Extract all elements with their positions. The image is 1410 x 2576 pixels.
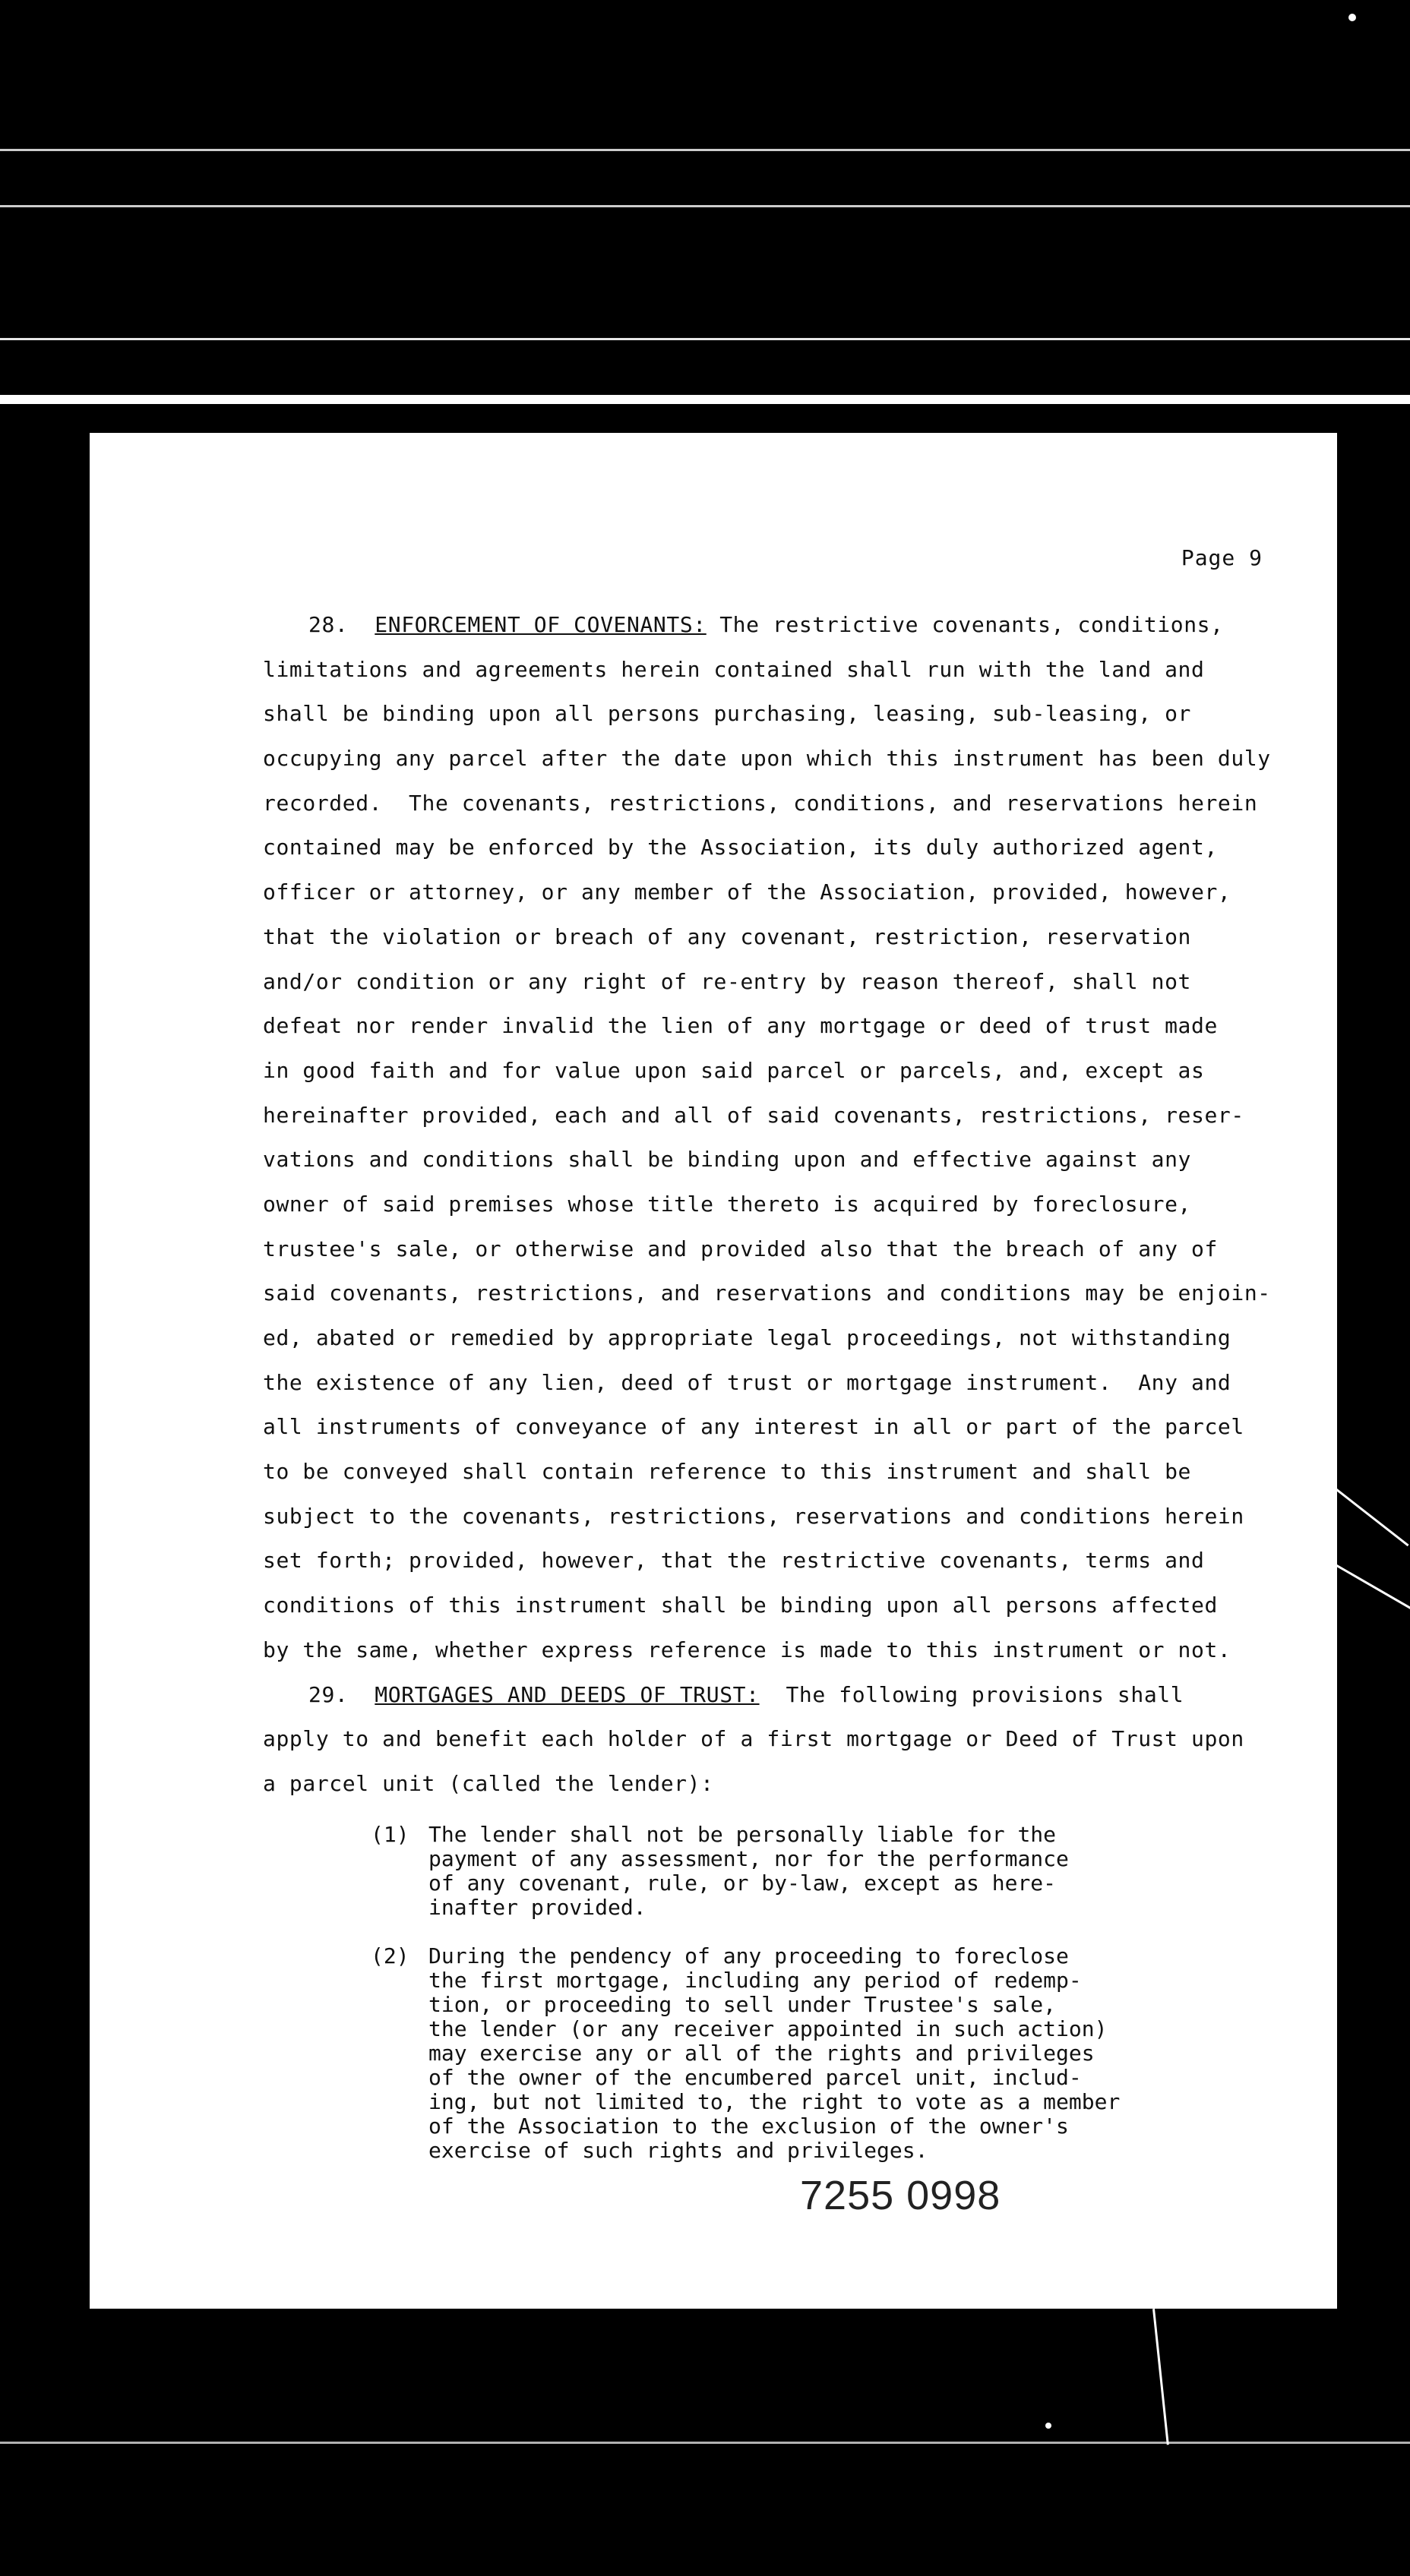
list-line: the first mortgage, including any period of redemp- bbox=[428, 1968, 1082, 1993]
list-line: The lender shall not be personally liable for the bbox=[428, 1822, 1057, 1847]
section-29-number: 29. bbox=[308, 1681, 349, 1707]
section-29-first-line bbox=[263, 1673, 1311, 1718]
scan-line bbox=[0, 205, 1410, 207]
list-line: inafter provided. bbox=[428, 1895, 647, 1920]
list-line: of the owner of the encumbered parcel unit, includ- bbox=[428, 2065, 1082, 2090]
body-line: recorded. The covenants, restrictions, conditions, and reservations herein bbox=[263, 790, 1258, 816]
body-line: ed, abated or remedied by appropriate legal proceedings, not withstanding bbox=[263, 1325, 1231, 1350]
body-line: apply to and benefit each holder of a first mortgage or Deed of Trust upon bbox=[263, 1726, 1244, 1752]
list-line: tion, or proceeding to sell under Trustee's sale, bbox=[428, 1992, 1057, 2017]
body-line: and/or condition or any right of re-entry by reason thereof, shall not bbox=[263, 968, 1192, 994]
provision-list bbox=[371, 1823, 1206, 2187]
body-line: that the violation or breach of any covenant, restriction, reservation bbox=[263, 923, 1192, 949]
body-line: vations and conditions shall be binding upon and effective against any bbox=[263, 1147, 1192, 1173]
list-item-number: (2) bbox=[371, 1943, 409, 1968]
section-29-heading: MORTGAGES AND DEEDS OF TRUST: bbox=[375, 1681, 760, 1707]
document-number-stamp: 7255 0998 bbox=[800, 2173, 1001, 2218]
list-line: payment of any assessment, nor for the performance bbox=[428, 1846, 1069, 1871]
scan-line bbox=[0, 338, 1410, 340]
body-line: contained may be enforced by the Association, its duly authorized agent, bbox=[263, 835, 1218, 860]
section-28-number: 28. bbox=[308, 612, 349, 637]
body-line: owner of said premises whose title thereto is acquired by foreclosure, bbox=[263, 1191, 1192, 1217]
margin-mark bbox=[1336, 1564, 1410, 1612]
section-28-text: The restrictive covenants, conditions, bbox=[706, 612, 1224, 637]
body-line: trustee's sale, or otherwise and provided also that the breach of any of bbox=[263, 1236, 1218, 1261]
margin-mark bbox=[1336, 1488, 1408, 1546]
document-page bbox=[90, 433, 1337, 2309]
list-line: exercise of such rights and privileges. bbox=[428, 2138, 928, 2163]
list-item bbox=[371, 1944, 1206, 2163]
body-line: set forth; provided, however, that the restrictive covenants, terms and bbox=[263, 1548, 1205, 1574]
body-line: to be conveyed shall contain reference to this instrument and shall be bbox=[263, 1459, 1192, 1485]
document-body bbox=[263, 603, 1311, 1807]
list-item bbox=[371, 1823, 1206, 1920]
body-line: defeat nor render invalid the lien of any mortgage or deed of trust made bbox=[263, 1013, 1218, 1039]
list-line: may exercise any or all of the rights and privileges bbox=[428, 2041, 1095, 2066]
scan-line bbox=[0, 395, 1410, 404]
body-line: said covenants, restrictions, and reservations and conditions may be enjoin- bbox=[263, 1280, 1271, 1306]
list-line: of any covenant, rule, or by-law, except as here- bbox=[428, 1870, 1057, 1896]
body-line: in good faith and for value upon said parcel or parcels, and, except as bbox=[263, 1057, 1205, 1083]
scan-speck bbox=[1348, 14, 1356, 21]
body-line: all instruments of conveyance of any interest in all or part of the parcel bbox=[263, 1414, 1244, 1440]
margin-mark bbox=[1152, 2309, 1169, 2445]
body-line: hereinafter provided, each and all of said covenants, restrictions, reser- bbox=[263, 1102, 1244, 1128]
page-number: Page 9 bbox=[1181, 545, 1263, 570]
list-item-number: (1) bbox=[371, 1822, 409, 1847]
body-line: occupying any parcel after the date upon which this instrument has been duly bbox=[263, 746, 1271, 772]
body-line: the existence of any lien, deed of trust or mortgage instrument. Any and bbox=[263, 1369, 1231, 1395]
list-line: the lender (or any receiver appointed in such action) bbox=[428, 2016, 1108, 2041]
body-line: shall be binding upon all persons purchasing, leasing, sub-leasing, or bbox=[263, 701, 1192, 727]
scan-line bbox=[0, 149, 1410, 151]
body-line: subject to the covenants, restrictions, reservations and conditions herein bbox=[263, 1503, 1244, 1529]
body-line: a parcel unit (called the lender): bbox=[263, 1770, 714, 1796]
body-line: conditions of this instrument shall be binding upon all persons affected bbox=[263, 1593, 1218, 1618]
list-line: of the Association to the exclusion of the owner's bbox=[428, 2114, 1069, 2139]
list-line: During the pendency of any proceeding to foreclose bbox=[428, 1943, 1069, 1968]
list-line: ing, but not limited to, the right to vote as a member bbox=[428, 2089, 1121, 2114]
body-line: by the same, whether express reference is made to this instrument or not. bbox=[263, 1637, 1231, 1662]
scan-speck bbox=[1045, 2423, 1051, 2429]
scan-line bbox=[0, 2442, 1410, 2444]
section-28-heading: ENFORCEMENT OF COVENANTS: bbox=[375, 612, 707, 637]
body-line: officer or attorney, or any member of the Association, provided, however, bbox=[263, 879, 1231, 905]
section-29-text: The following provisions shall bbox=[759, 1681, 1184, 1707]
section-28-first-line bbox=[263, 603, 1311, 648]
body-line: limitations and agreements herein contained shall run with the land and bbox=[263, 656, 1205, 682]
